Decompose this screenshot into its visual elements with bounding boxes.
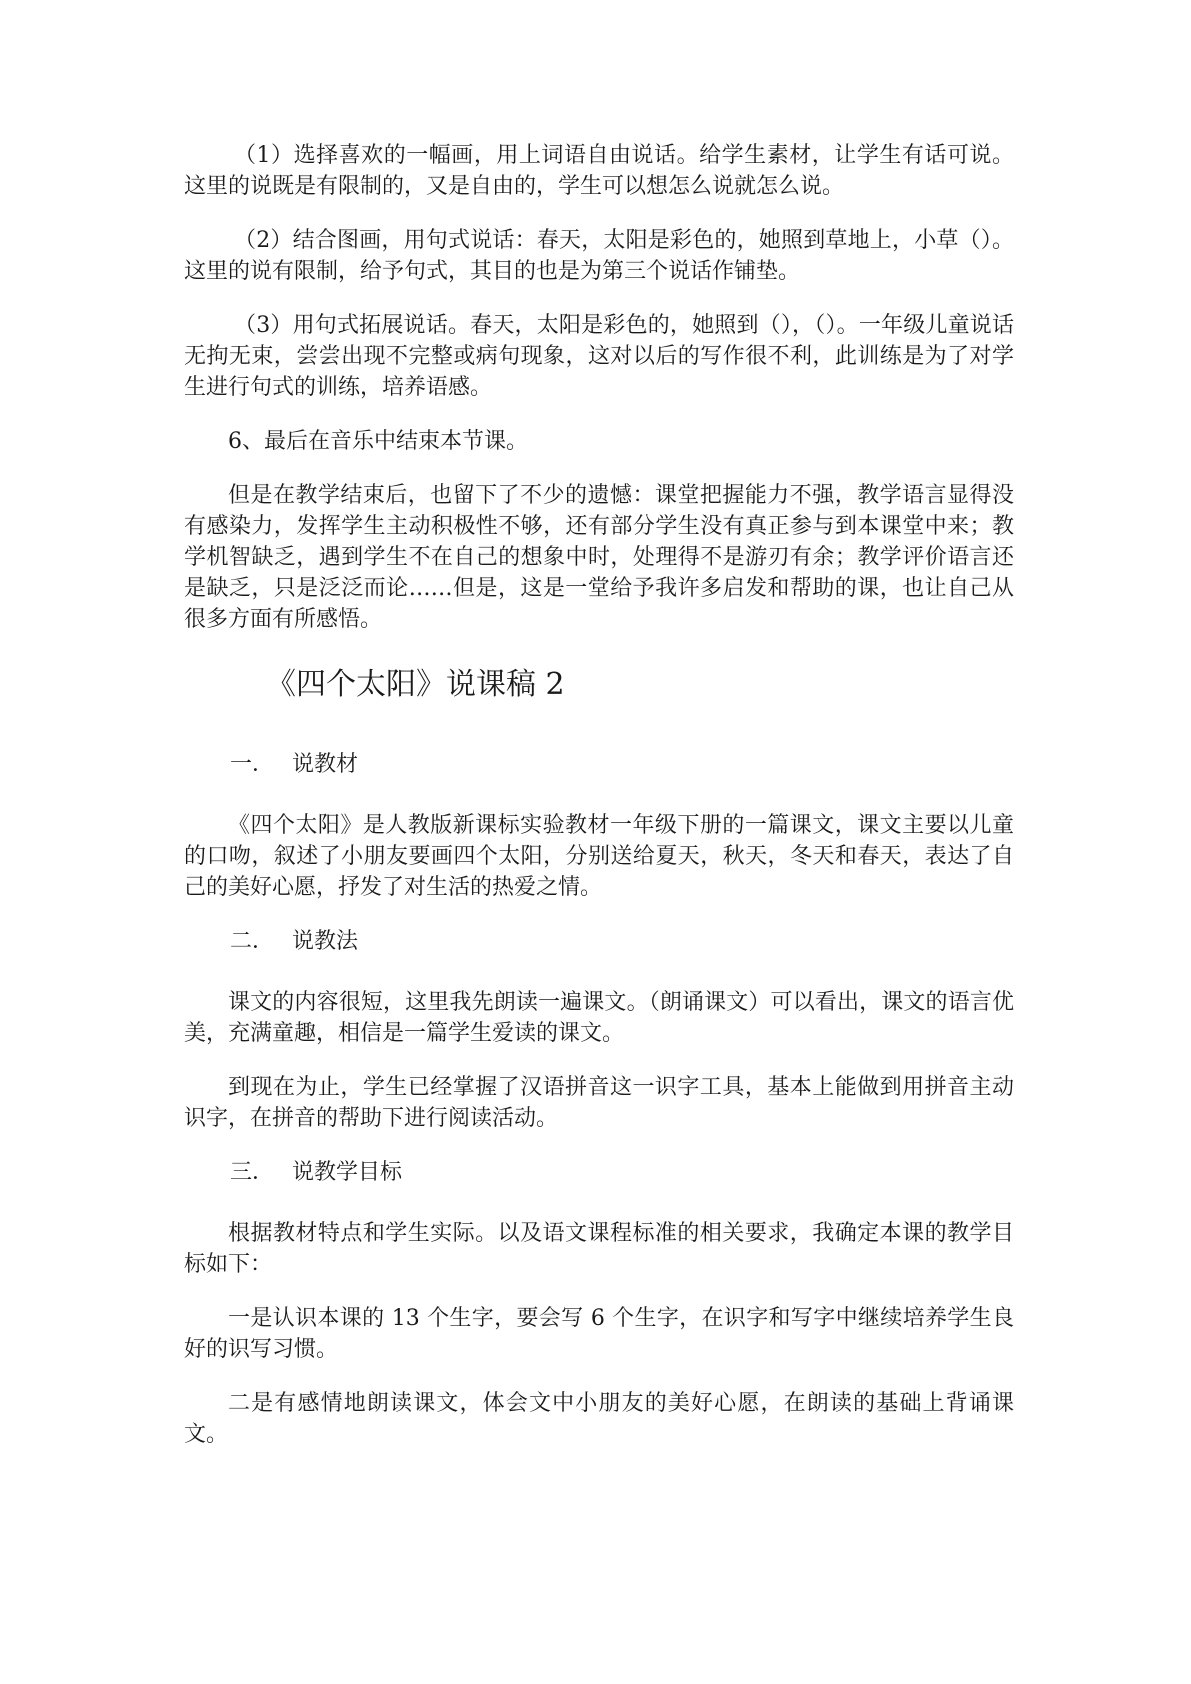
paragraph-step-3: （3）用句式拓展说话。春天，太阳是彩色的，她照到（），（）。一年级儿童说话无拘无束，尝尝出现不完整或病句现象，这对以后的写作很不利，此训练是为了对学生进行句式的训练，培养语感。 [184, 313, 1014, 400]
paragraph-reflection: 但是在教学结束后，也留下了不少的遗憾：课堂把握能力不强，教学语言显得没有感染力，发挥学生主动积极性不够，还有部分学生没有真正参与到本课堂中来；教学机智缺乏，遇到学生不在自己的想象中时，处理得不是游刃有余；教学评价语言还是缺乏，只是泛泛而论……但是，这是一堂给予我许多启发和帮助的课，也让自己从很多方面有所感悟。 [184, 483, 1014, 632]
paragraph-step-6: 6、最后在音乐中结束本节课。 [228, 429, 528, 454]
paragraph-step-1: （1）选择喜欢的一幅画，用上词语自由说话。给学生素材，让学生有话可说。这里的说既是有限制的，又是自由的，学生可以想怎么说就怎么说。 [184, 143, 1014, 199]
paragraph-goal-2: 二是有感情地朗读课文，体会文中小朋友的美好心愿，在朗读的基础上背诵课文。 [184, 1391, 1014, 1447]
paragraph-textbook: 《四个太阳》是人教版新课标实验教材一年级下册的一篇课文，课文主要以儿童的口吻，叙述了小朋友要画四个太阳，分别送给夏天，秋天，冬天和春天，表达了自己的美好心愿，抒发了对生活的热爱之情。 [184, 813, 1014, 900]
section-label: 说教学目标 [292, 1160, 403, 1185]
paragraph-goal-1: 一是认识本课的 13 个生字，要会写 6 个生字，在识字和写字中继续培养学生良好的识写习惯。 [184, 1306, 1014, 1362]
section-heading-goals [184, 1157, 1014, 1188]
paragraph-method-1: 课文的内容很短，这里我先朗读一遍课文。（朗诵课文）可以看出，课文的语言优美，充满童趣，相信是一篇学生爱读的课文。 [184, 990, 1014, 1046]
document-page [184, 140, 1014, 1473]
section-number: 一． [230, 752, 275, 777]
section-heading-method [184, 926, 1014, 957]
section-label: 说教法 [292, 929, 359, 954]
paragraph-goals-intro: 根据教材特点和学生实际。以及语文课程标准的相关要求，我确定本课的教学目标如下： [184, 1221, 1014, 1277]
section-number: 三． [230, 1160, 275, 1185]
section-number: 二． [230, 929, 275, 954]
paragraph-method-2: 到现在为止，学生已经掌握了汉语拼音这一识字工具，基本上能做到用拼音主动识字，在拼音的帮助下进行阅读活动。 [184, 1075, 1014, 1131]
paragraph-step-2: （2）结合图画，用句式说话：春天，太阳是彩色的，她照到草地上，小草（）。这里的说有限制，给予句式，其目的也是为第三个说话作铺垫。 [184, 228, 1014, 284]
document-title: 《四个太阳》说课稿 2 [266, 667, 565, 702]
section-heading-textbook [184, 749, 1014, 780]
section-label: 说教材 [292, 752, 359, 777]
